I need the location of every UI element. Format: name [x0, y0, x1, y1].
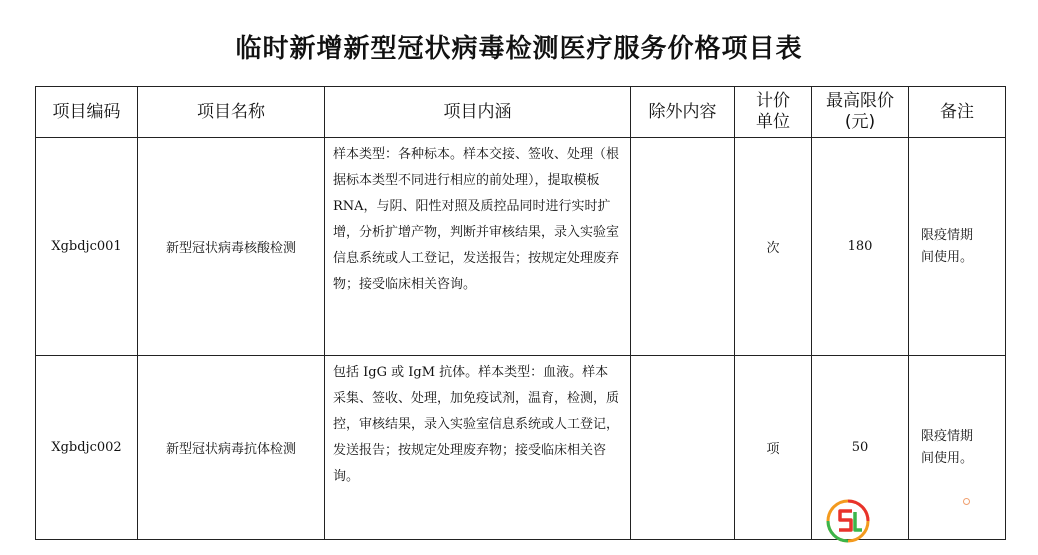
table-header-row	[36, 87, 1006, 138]
cell-code: Xgbdjc001	[36, 138, 138, 356]
cell-remark	[909, 138, 1006, 356]
cell-remark	[909, 356, 1006, 540]
header-unit	[735, 87, 812, 138]
document-title: 临时新增新型冠状病毒检测医疗服务价格项目表	[235, 34, 803, 64]
header-price	[812, 87, 909, 138]
cell-remark-line1: 限疫情期	[921, 227, 974, 243]
header-content: 项目内涵	[325, 87, 631, 138]
header-price-line2: (元)	[844, 112, 876, 132]
cell-price: 180	[812, 138, 909, 356]
cell-exclusion	[631, 138, 735, 356]
header-unit-line2: 单位	[756, 112, 790, 132]
cell-code: Xgbdjc002	[36, 356, 138, 540]
cell-exclusion	[631, 356, 735, 540]
cell-name: 新型冠状病毒核酸检测	[138, 138, 325, 356]
watermark-logo-icon	[825, 498, 871, 544]
cell-price: 50	[812, 356, 909, 540]
header-remark: 备注	[909, 87, 1006, 138]
cell-unit: 项	[735, 356, 812, 540]
header-name: 项目名称	[138, 87, 325, 138]
header-code: 项目编码	[36, 87, 138, 138]
cell-remark-line2: 间使用。	[921, 249, 974, 265]
table-row	[36, 138, 1006, 356]
cell-remark-line2: 间使用。	[921, 450, 974, 466]
cell-remark-line1: 限疫情期	[921, 428, 974, 444]
header-unit-line1: 计价	[756, 91, 790, 111]
header-exclusion: 除外内容	[631, 87, 735, 138]
header-price-line1: 最高限价	[826, 91, 894, 111]
cell-name: 新型冠状病毒抗体检测	[138, 356, 325, 540]
price-table	[35, 86, 1006, 540]
scan-mark	[963, 498, 970, 505]
cell-content: 包括 IgG 或 IgM 抗体。样本类型：血液。样本采集、签收、处理，加免疫试剂，温育，检测，质控，审核结果，录入实验室信息系统或人工登记，发送报告；按规定处理废弃物；接受临床相关咨询。	[325, 356, 631, 540]
cell-content: 样本类型：各种标本。样本交接、签收、处理（根据标本类型不同进行相应的前处理），提取模板 RNA，与阴、阳性对照及质控品同时进行实时扩增，分析扩增产物，判断并审核结果，录入实验室信息系统或人工登记，发送报告；按规定处理废弃物；接受临床相关咨询。	[325, 138, 631, 356]
cell-unit: 次	[735, 138, 812, 356]
